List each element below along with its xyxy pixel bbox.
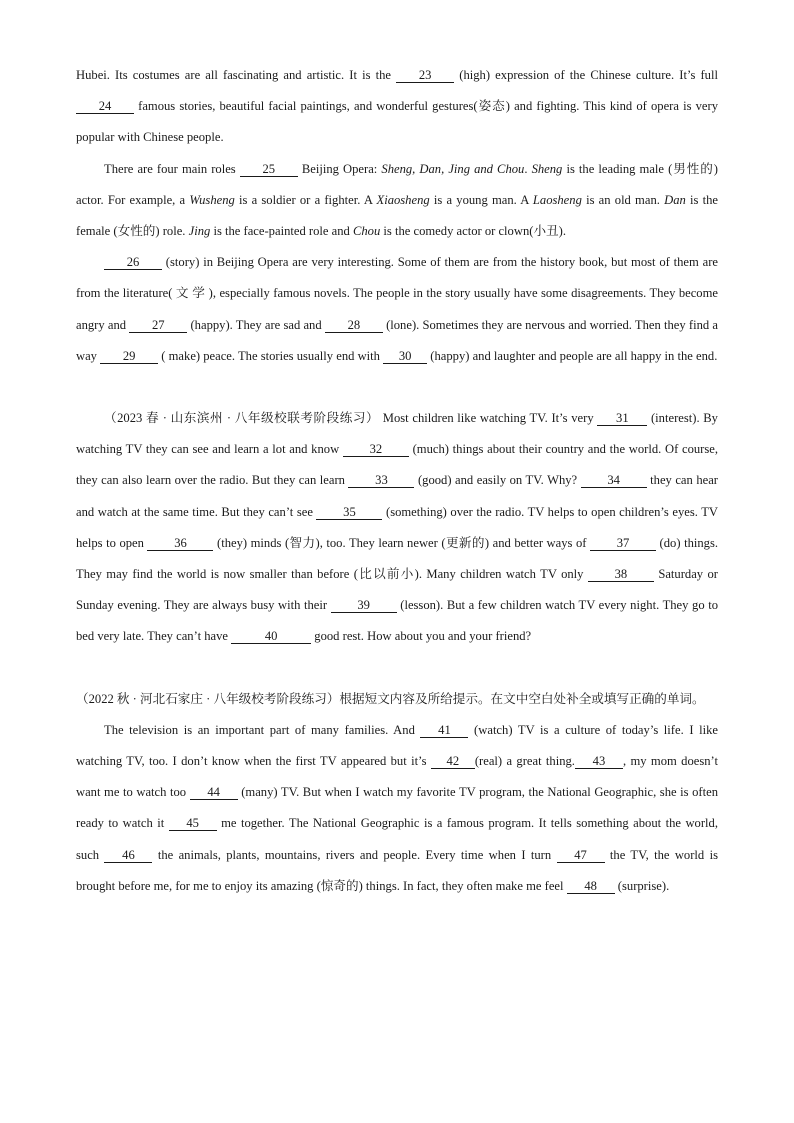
text: (interest). By watching TV they can see and learn a lot and know [76,411,718,457]
passage3-heading: （2022 秋 · 河北石家庄 · 八年级校考阶段练习）根据短文内容及所给提示。在文中空白处补全或填写正确的单词。 [76,691,705,706]
blank-36[interactable]: 36 [147,536,213,551]
wusheng-italic: Wusheng [189,192,235,207]
text: (story) in Beijing Opera are very interesting. Some of them are from the history book, but most of them are from the literature( 文 学 ), especially famous novels. The people in the story usually have some disagreements. They become angry and [76,255,718,332]
blank-29[interactable]: 29 [100,349,158,364]
blank-32[interactable]: 32 [343,442,409,457]
blank-31[interactable]: 31 [597,411,647,426]
text: they can hear and watch at the same time. But they can’t see [76,473,718,519]
text: is the leading male (男性的) actor. For example, a [76,161,718,207]
blank-33[interactable]: 33 [348,473,414,488]
passage2-paragraph [76,403,718,653]
blank-47[interactable]: 47 [557,848,605,863]
blank-48[interactable]: 48 [567,879,615,894]
blank-39[interactable]: 39 [331,598,397,613]
text: me together. The National Geographic is a famous program. It tells something about the world, such [76,816,718,862]
text: the animals, plants, mountains, rivers and people. Every time when I turn [152,847,557,862]
text: ( make) peace. The stories usually end with [158,348,384,363]
text: Hubei. Its costumes are all fascinating and artistic. It is the [76,68,397,82]
text: (do) things. They may find the world is now smaller than before (比以前小). Many children watch TV only [76,535,719,582]
blank-45[interactable]: 45 [169,816,217,831]
blank-25[interactable]: 25 [240,162,298,177]
text: (real) a great thing. [474,754,575,769]
text: is a soldier or a fighter. A [234,192,377,207]
blank-35[interactable]: 35 [316,505,382,520]
blank-26[interactable]: 26 [104,255,162,270]
passage1-paragraph3 [76,247,718,372]
text: is the face-painted role and [210,224,353,239]
text: is the comedy actor or clown(小丑). [380,224,566,239]
blank-43[interactable]: 43 [575,754,623,769]
passage1-paragraph1 [76,60,718,154]
text: (many) TV. But when I watch my favorite TV program, the National Geographic, she is often ready to watch it [76,785,718,831]
jing-italic: Jing [188,224,211,239]
section-gap [76,653,718,684]
passage3-paragraph [76,715,718,902]
blank-44[interactable]: 44 [190,785,238,800]
text: There are four main roles [104,161,240,176]
passage1-paragraph2 [76,154,718,248]
dan-italic: Dan [664,192,686,207]
blank-37[interactable]: 37 [590,536,656,551]
text: Most children like watching TV. It’s very [379,411,598,426]
text: is an old man. [581,192,665,207]
laosheng-italic: Laosheng [532,192,582,207]
roles-italic: Sheng, Dan, Jing and Chou [381,161,525,176]
chou-italic: Chou [352,224,381,239]
text: Saturday or Sunday evening. They are always busy with their [76,567,718,613]
text: (happy). They are sad and [187,317,325,332]
blank-30[interactable]: 30 [383,349,427,364]
text: (lesson). But a few children watch TV every night. They go to bed very late. They can’t have [76,598,718,644]
blank-23[interactable]: 23 [396,68,454,83]
blank-28[interactable]: 28 [325,318,383,333]
text: is the female (女性的) role. [76,192,718,239]
text: The television is an important part of many families. And [104,722,421,737]
text: (watch) TV is a culture of today’s life. I like watching TV, too. I don’t know when the first TV appeared but it’s [76,722,718,769]
section-gap [76,372,718,403]
sheng-italic: Sheng [531,161,563,176]
xiaosheng-italic: Xiaosheng [376,192,430,207]
blank-42[interactable]: 42 [431,754,475,769]
text: , my mom doesn’t want me to watch too [76,754,719,800]
text: (lone). Sometimes they are nervous and worried. Then they find a way [76,317,718,363]
text: the TV, the world is brought before me, for me to enjoy its amazing (惊奇的) things. In fact, they often make me feel [76,847,718,893]
text: Beijing Opera: [297,161,382,176]
blank-38[interactable]: 38 [588,567,654,582]
text: famous stories, beautiful facial paintings, and wonderful gestures(姿态) and fighting. This kind of opera is very popular with Chinese people. [76,99,718,145]
text: is a young man. A [429,192,533,207]
blank-40[interactable]: 40 [231,629,311,644]
blank-46[interactable]: 46 [104,848,152,863]
text: (high) expression of the Chinese culture. It’s full [454,68,718,82]
blank-41[interactable]: 41 [420,723,468,738]
worksheet-page [76,60,718,902]
blank-34[interactable]: 34 [581,473,647,488]
text: (something) over the radio. TV helps to open children’s eyes. TV helps to open [76,504,718,550]
source-tag: （2023 春 · 山东滨州 · 八年级校联考阶段练习） [104,411,380,426]
blank-27[interactable]: 27 [129,318,187,333]
text: . [524,161,532,176]
text: (happy) and laughter and people are all happy in the end. [427,348,718,363]
blank-24[interactable]: 24 [76,99,134,114]
text: (they) minds (智力), too. They learn newer (更新的) and better ways of [213,535,591,550]
text: good rest. How about you and your friend? [311,629,532,644]
text: (good) and easily on TV. Why? [414,473,581,488]
text: (much) things about their country and the world. Of course, they can also learn over the radio. But they can learn [76,442,718,488]
text: (surprise). [614,878,670,893]
